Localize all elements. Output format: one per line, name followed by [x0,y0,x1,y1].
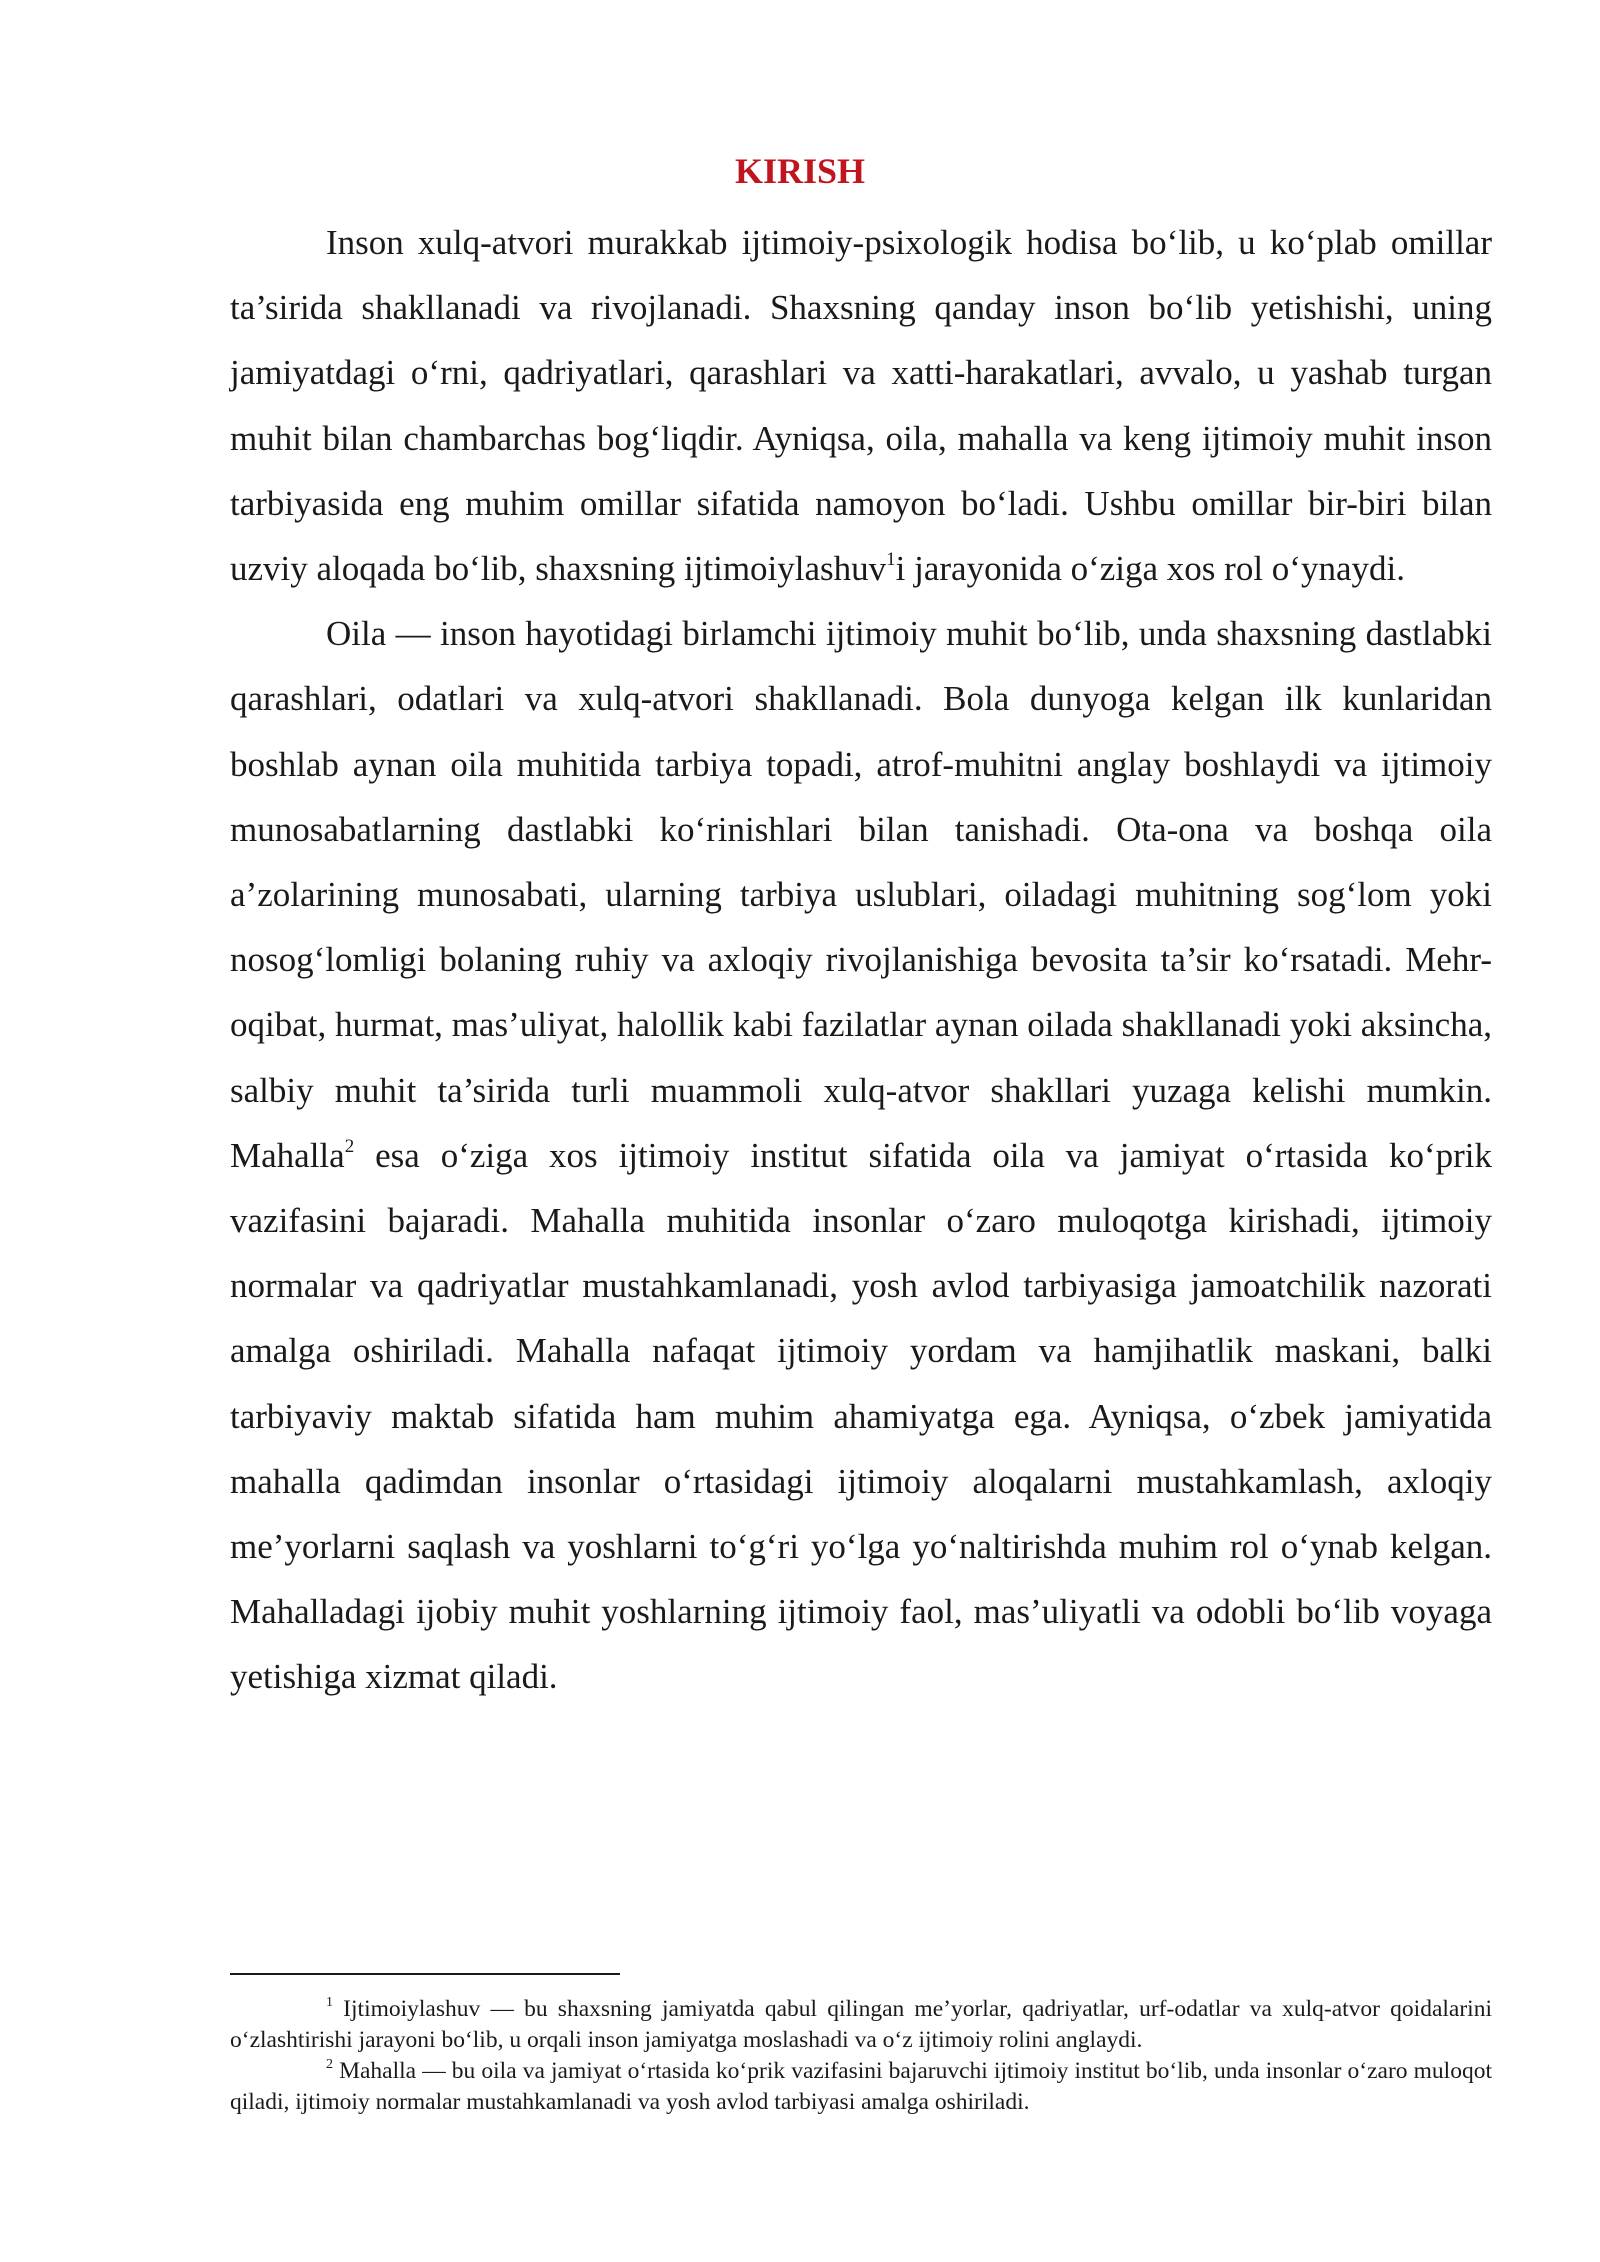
paragraph-1-text-end: i jarayonida o‘ziga xos rol o‘ynaydi. [895,549,1405,589]
footnote-number-2: 2 [326,2057,333,2072]
paragraph-2-text: Oila — inson hayotidagi birlamchi ijtimoiy muhit bo‘lib, unda shaxsning dastlabki qarashlari, odatlari va xulq-atvori shakllanadi. Bola dunyoga kelgan ilk kunlaridan boshlab aynan oila muhitida tarbiya topadi, atrof-muhitni anglay boshlaydi va ijtimoiy munosabatlarning dastlabki ko‘rinishlari bilan tanishadi. Ota-ona va boshqa oila a’zolarining munosabati, ularning tarbiya uslublari, oiladagi muhitning sog‘lom yoki nosog‘lomligi bolaning ruhiy va axloqiy rivojlanishiga bevosita ta’sir ko‘rsatadi. Mehr-oqibat, hurmat, mas’uliyat, halollik kabi fazilatlar aynan oilada shakllanadi yoki aksincha, salbiy muhit ta’sirida turli muammoli xulq-atvor shakllari yuzaga kelishi mumkin. Mahalla [230,614,1492,1175]
footnote-number-1: 1 [326,1995,333,2010]
paragraph-2 [230,601,1492,1709]
section-title: KIRISH [734,151,866,191]
body-text [230,210,1492,1710]
paragraph-1-text: Inson xulq-atvori murakkab ijtimoiy-psixologik hodisa bo‘lib, u ko‘plab omillar ta’sirida shakllanadi va rivojlanadi. Shaxsning qanday inson bo‘lib yetishishi, uning jamiyatdagi o‘rni, qadriyatlari, qarashlari va xatti-harakatlari, avvalo, u yashab turgan muhit bilan chambarchas bog‘liqdir. Ayniqsa, oila, mahalla va keng ijtimoiy muhit inson tarbiyasida eng muhim omillar sifatida namoyon bo‘ladi. Ushbu omillar bir-biri bilan uzviy aloqada bo‘lib, shaxsning ijtimoiylashuv [230,223,1492,589]
footnotes [230,1994,1492,2118]
footnote-ref-1[interactable]: 1 [886,549,896,571]
paragraph-1 [230,210,1492,601]
footnote-1 [230,1994,1492,2056]
footnote-2 [230,2056,1492,2118]
footnote-1-text: Ijtimoiylashuv — bu shaxsning jamiyatda qabul qilingan me’yorlar, qadriyatlar, urf-odatlar va xulq-atvor qoidalarini o‘zlashtirishi jarayoni bo‘lib, u orqali inson jamiyatga moslashadi va o‘z ijtimoiy rolini anglaydi. [230,1996,1492,2053]
paragraph-2-text-end: esa o‘ziga xos ijtimoiy institut sifatida oila va jamiyat o‘rtasida ko‘prik vazifasini bajaradi. Mahalla muhitida insonlar o‘zaro muloqotga kirishadi, ijtimoiy normalar va qadriyatlar mustahkamlanadi, yosh avlod tarbiyasiga jamoatchilik nazorati amalga oshiriladi. Mahalla nafaqat ijtimoiy yordam va hamjihatlik maskani, balki tarbiyaviy maktab sifatida ham muhim ahamiyatga ega. Ayniqsa, o‘zbek jamiyatida mahalla qadimdan insonlar o‘rtasidagi ijtimoiy aloqalarni mustahkamlash, axloqiy me’yorlarni saqlash va yoshlarni to‘g‘ri yo‘lga yo‘naltirishda muhim rol o‘ynab kelgan. Mahalladagi ijobiy muhit yoshlarning ijtimoiy faol, mas’uliyatli va odobli bo‘lib voyaga yetishiga xizmat qiladi. [230,1135,1492,1697]
footnote-separator [230,1973,620,1975]
footnote-2-text: Mahalla — bu oila va jamiyat o‘rtasida ko‘prik vazifasini bajaruvchi ijtimoiy institut bo‘lib, unda insonlar o‘zaro muloqot qiladi, ijtimoiy normalar mustahkamlanadi va yosh avlod tarbiyasi amalga oshiriladi. [230,2058,1492,2115]
footnote-ref-2[interactable]: 2 [344,1135,355,1157]
